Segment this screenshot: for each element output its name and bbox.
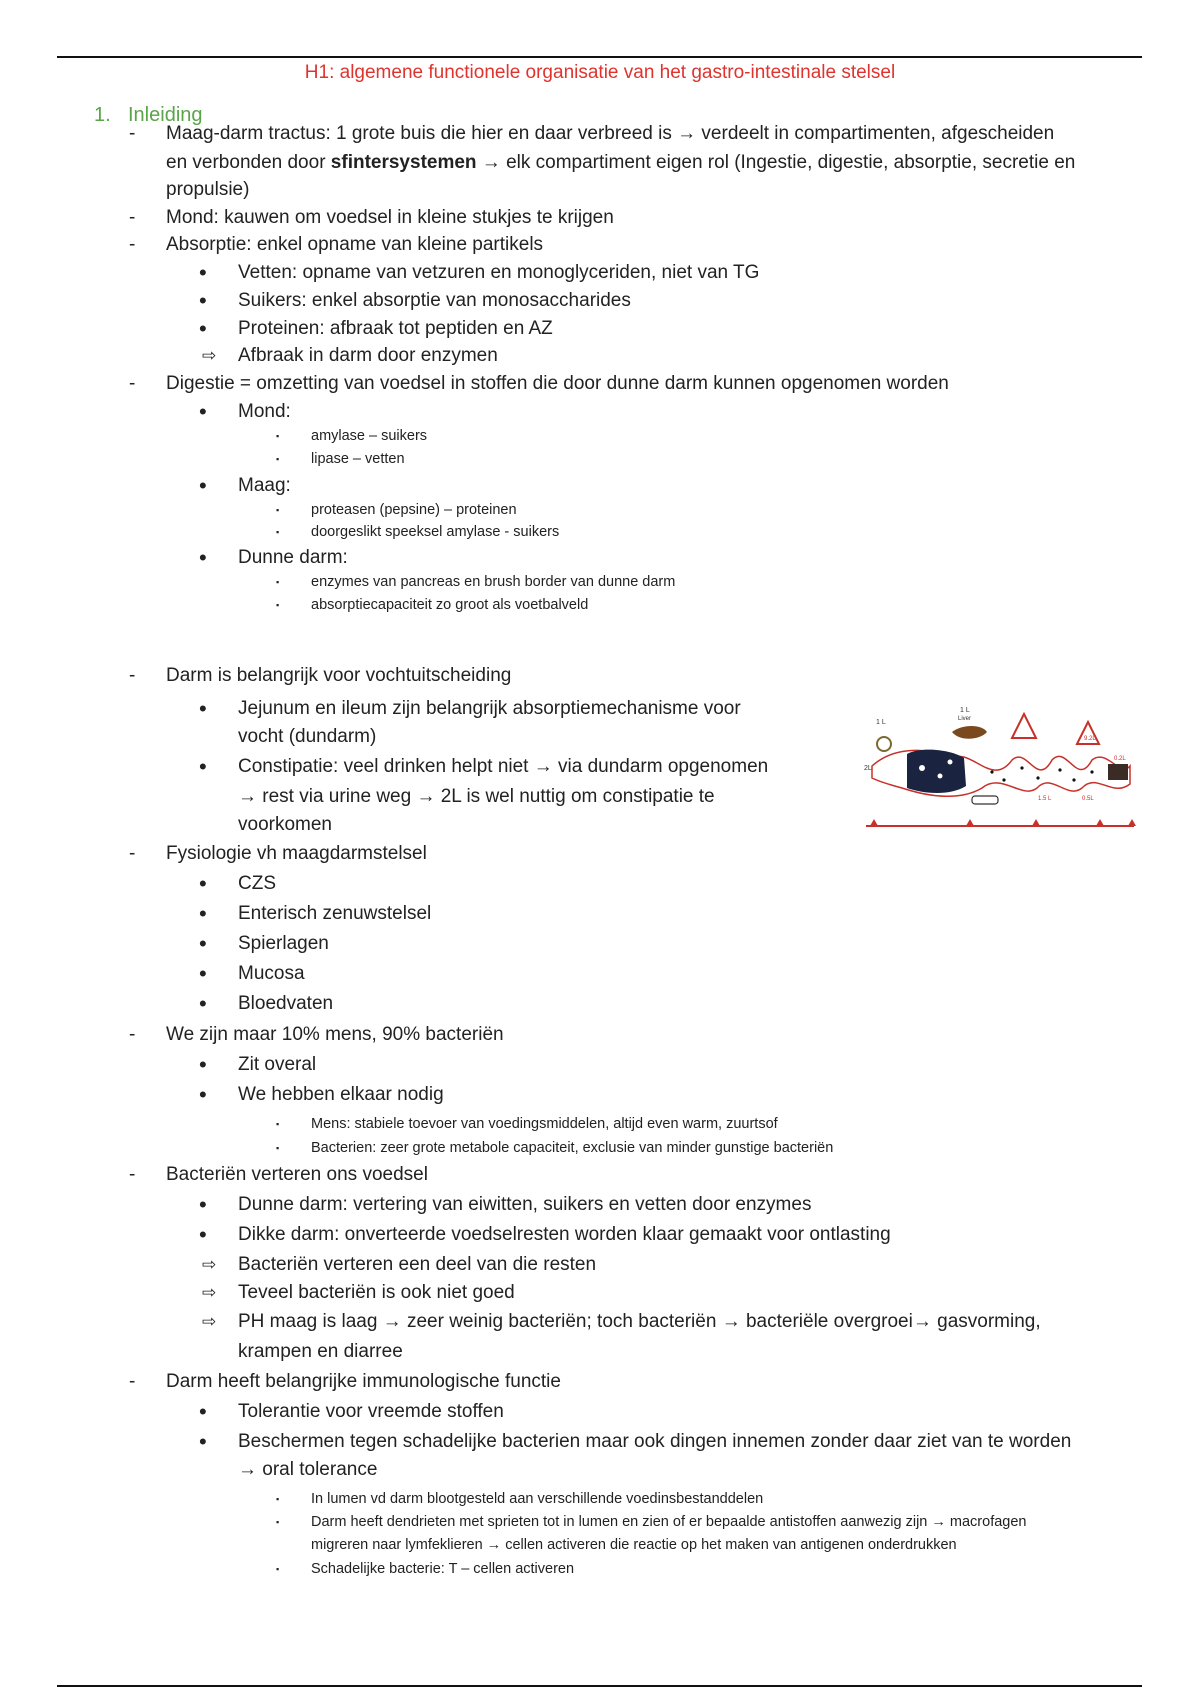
bullet-marker: • — [199, 871, 207, 896]
text-span: → elk compartiment eigen rol (Ingestie, digestie, absorptie, secretie en — [476, 152, 1076, 173]
chyme-dot — [919, 765, 925, 771]
text-line: Mucosa — [238, 963, 305, 984]
liver-shape — [952, 726, 987, 739]
text-line: enzymes van pancreas en brush border van dunne darm — [311, 574, 676, 590]
chyme-dot — [1072, 778, 1075, 781]
mouth-shape — [877, 737, 891, 751]
text-line: Enterisch zenuwstelsel — [238, 903, 432, 924]
chyme-dot — [1002, 778, 1005, 781]
bottom-rule — [57, 1685, 1142, 1687]
bullet-marker: • — [199, 961, 207, 986]
gut-diagram — [862, 688, 1140, 838]
text-line: PH maag is laag → zeer weinig bacteriën; toch bacteriën → bacteriële overgroei→ gasvorming, — [238, 1311, 1041, 1332]
text-line: krampen en diarree — [238, 1341, 403, 1362]
text-line: → oral tolerance — [238, 1459, 378, 1480]
text-line: Spierlagen — [238, 933, 329, 954]
daily-label: 2L — [864, 765, 872, 772]
chyme-dot — [1036, 776, 1039, 779]
text-line: Digestie = omzetting van voedsel in stoffen die door dunne darm kunnen opgenomen worden — [166, 373, 949, 394]
bullet-marker: • — [199, 1082, 207, 1107]
text-span: en verbonden door — [166, 152, 331, 173]
dash-marker: - — [129, 665, 136, 686]
bullet-marker: • — [199, 1429, 207, 1454]
warning-triangle — [1012, 714, 1036, 738]
text-line: vocht (dundarm) — [238, 726, 377, 747]
bullet-marker: • — [199, 901, 207, 926]
text-line: Maag-darm tractus: 1 grote buis die hier en daar verbreed is → verdeelt in compartimenten, afgescheiden — [166, 123, 1055, 144]
chyme-dot — [938, 774, 943, 779]
text-line: Bacteriën verteren ons voedsel — [166, 1164, 428, 1185]
text-line: propulsie) — [166, 179, 250, 200]
fluid-in-label: 1 L — [876, 719, 886, 726]
bullet-marker: • — [199, 991, 207, 1016]
text-line: Maag: — [238, 475, 291, 496]
square-marker: ▪ — [276, 505, 280, 515]
text-line: Bacterien: zeer grote metabole capaciteit, exclusie van minder gunstige bacteriën — [311, 1140, 834, 1156]
chyme-dot — [1020, 766, 1023, 769]
bullet-marker: • — [199, 754, 207, 779]
text-line: Afbraak in darm door enzymen — [238, 345, 498, 366]
bold-term: sfintersystemen — [330, 152, 477, 173]
text-line: Mens: stabiele toevoer van voedingsmiddelen, altijd even warm, zuurtsof — [311, 1116, 778, 1132]
square-marker: ▪ — [276, 600, 280, 610]
chyme-dot — [948, 760, 953, 765]
text-line: → rest via urine weg → 2L is wel nuttig om constipatie te — [238, 786, 715, 807]
square-marker: ▪ — [276, 527, 280, 537]
liver-amount-label: 1 L — [960, 707, 970, 714]
text-line: Bacteriën verteren een deel van die resten — [238, 1254, 597, 1275]
square-marker: ▪ — [276, 577, 280, 587]
text-line: amylase – suikers — [311, 428, 428, 444]
dash-marker: - — [129, 843, 136, 864]
flow-label-b: 0.5L — [1082, 796, 1094, 802]
text-line: migreren naar lymfeklieren → cellen activeren die reactie op het maken van antigenen onderdrukken — [311, 1537, 957, 1553]
colon-contents — [1108, 764, 1128, 780]
diagram-marker — [1032, 819, 1040, 826]
text-line: Dunne darm: vertering van eiwitten, suikers en vetten door enzymes — [238, 1194, 812, 1215]
chyme-dot — [990, 770, 993, 773]
liver-label: Liver — [958, 716, 972, 722]
text-line: Schadelijke bacterie: T – cellen activeren — [311, 1561, 575, 1577]
section-number: 1. — [94, 104, 111, 126]
arrow-marker: ⇨ — [202, 1255, 217, 1274]
bullet-marker: • — [199, 1399, 207, 1424]
bullet-marker: • — [199, 260, 207, 285]
text-line: Jejunum en ileum zijn belangrijk absorptiemechanisme voor — [238, 698, 741, 719]
text-line: Beschermen tegen schadelijke bacterien maar ook dingen innemen zonder daar ziet van te worden — [238, 1431, 1072, 1452]
text-line: Bloedvaten — [238, 993, 334, 1014]
text-line: Teveel bacteriën is ook niet goed — [238, 1282, 515, 1303]
section-label: Inleiding — [128, 104, 203, 126]
text-line: Dunne darm: — [238, 547, 348, 568]
text-line: Darm heeft belangrijke immunologische functie — [166, 1371, 561, 1392]
text-line: absorptiecapaciteit zo groot als voetbalveld — [311, 597, 589, 613]
tri-right-label: 9.2L — [1084, 736, 1096, 742]
dash-marker: - — [129, 1024, 136, 1045]
dash-marker: - — [129, 1164, 136, 1185]
text-line: lipase – vetten — [311, 451, 405, 467]
diagram-marker — [870, 819, 878, 826]
text-line: Zit overal — [238, 1054, 317, 1075]
bullet-marker: • — [199, 473, 207, 498]
diagram-marker — [1128, 819, 1136, 826]
bullet-marker: • — [199, 399, 207, 424]
square-marker: ▪ — [276, 1119, 280, 1129]
text-line: proteasen (pepsine) – proteinen — [311, 502, 517, 518]
text-line: Mond: kauwen om voedsel in kleine stukjes te krijgen — [166, 207, 614, 228]
dash-marker: - — [129, 234, 136, 255]
page-title: H1: algemene functionele organisatie van het gastro-intestinale stelsel — [304, 62, 896, 83]
square-marker: ▪ — [276, 454, 280, 464]
mid-right-label: 0.2L — [1114, 756, 1126, 762]
text-line: Darm is belangrijk voor vochtuitscheiding — [166, 665, 512, 686]
arrow-marker: ⇨ — [202, 1283, 217, 1302]
text-line: Suikers: enkel absorptie van monosaccharides — [238, 290, 631, 311]
text-line: doorgeslikt speeksel amylase - suikers — [311, 524, 560, 540]
chyme-dot — [1090, 770, 1093, 773]
bullet-marker: • — [199, 545, 207, 570]
bullet-marker: • — [199, 1052, 207, 1077]
bullet-marker: • — [199, 696, 207, 721]
text-line: Darm heeft dendrieten met sprieten tot in lumen en zien of er bepaalde antistoffen aanwezig zijn → macrofagen — [311, 1514, 1027, 1530]
text-line: Constipatie: veel drinken helpt niet → via dundarm opgenomen — [238, 756, 769, 777]
pancreas-shape — [972, 796, 998, 804]
bullet-marker: • — [199, 931, 207, 956]
bullet-marker: • — [199, 1222, 207, 1247]
square-marker: ▪ — [276, 431, 280, 441]
arrow-marker: ⇨ — [202, 1312, 217, 1331]
text-line: CZS — [238, 873, 276, 894]
diagram-marker — [966, 819, 974, 826]
text-line: Mond: — [238, 401, 291, 422]
text-line: We zijn maar 10% mens, 90% bacteriën — [166, 1024, 504, 1045]
text-line: Dikke darm: onverteerde voedselresten worden klaar gemaakt voor ontlasting — [238, 1224, 891, 1245]
square-marker: ▪ — [276, 1517, 280, 1527]
dash-marker: - — [129, 207, 136, 228]
arrow-marker: ⇨ — [202, 346, 217, 365]
dash-marker: - — [129, 123, 136, 144]
text-line: Tolerantie voor vreemde stoffen — [238, 1401, 504, 1422]
stomach-contents — [907, 750, 966, 793]
diagram-marker — [1096, 819, 1104, 826]
square-marker: ▪ — [276, 1494, 280, 1504]
text-line: We hebben elkaar nodig — [238, 1084, 444, 1105]
chyme-dot — [1058, 768, 1061, 771]
text-line: Absorptie: enkel opname van kleine partikels — [166, 234, 544, 255]
top-rule — [57, 56, 1142, 58]
text-line: In lumen vd darm blootgesteld aan verschillende voedinsbestanddelen — [311, 1491, 764, 1507]
bullet-marker: • — [199, 316, 207, 341]
bullet-marker: • — [199, 1192, 207, 1217]
text-line: Vetten: opname van vetzuren en monoglyceriden, niet van TG — [238, 262, 760, 283]
bullet-marker: • — [199, 288, 207, 313]
dash-marker: - — [129, 373, 136, 394]
text-line — [166, 151, 1075, 175]
text-line: voorkomen — [238, 814, 332, 835]
flow-label-a: 1.5 L — [1038, 796, 1052, 802]
text-line: Fysiologie vh maagdarmstelsel — [166, 843, 427, 864]
dash-marker: - — [129, 1371, 136, 1392]
text-line: Proteinen: afbraak tot peptiden en AZ — [238, 318, 553, 339]
square-marker: ▪ — [276, 1143, 280, 1153]
square-marker: ▪ — [276, 1564, 280, 1574]
